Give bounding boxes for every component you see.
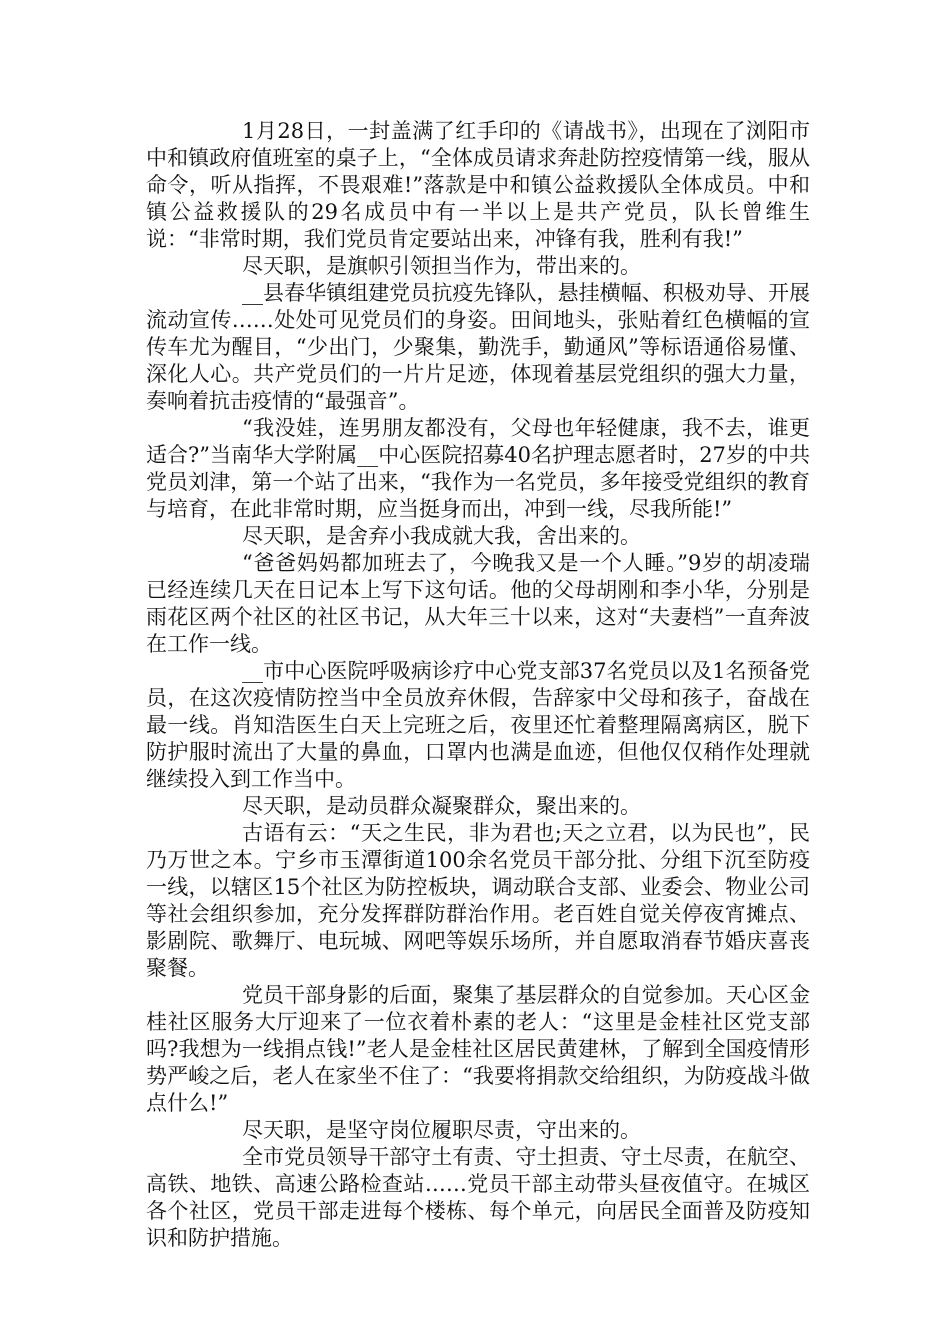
paragraph-pledge-letter: 1月28日，一封盖满了红手印的《请战书》，出现在了浏阳市中和镇政府值班室的桌子上，“全体成员请求奔赴防控疫情第一线，服从命令，听从指挥，不畏艰难!”落款是中和镇公益救援队全体成员。中和镇公益救援队的29名成员中有一半以上是共产党员，队长曾维生说：“非常时期，我们党员肯定要站出来，冲锋有我，胜利有我!” <box>146 119 810 251</box>
paragraph-heading-banner: 尽天职，是旗帜引领担当作为，带出来的。 <box>242 254 641 278</box>
article-body <box>146 118 810 1252</box>
paragraph-heading-guard: 尽天职，是坚守岗位履职尽责，守出来的。 <box>242 1118 641 1142</box>
paragraph-diary: “爸爸妈妈都加班去了，今晚我又是一个人睡。”9岁的胡凌瑞已经连续几天在日记本上写下这句话。他的父母胡刚和李小华，分别是雨花区两个社区的社区书记，从大年三十以来，这对“夫妻档”一直奔波在工作一线。 <box>146 551 810 656</box>
paragraph-hospital-branch: __市中心医院呼吸病诊疗中心党支部37名党员以及1名预备党员，在这次疫情防控当中全员放弃休假，告辞家中父母和孩子，奋战在最一线。肖知浩医生白天上完班之后，夜里还忙着整理隔离病区，脱下防护服时流出了大量的鼻血，口罩内也满是血迹，但他仅仅稍作处理就继续投入到工作当中。 <box>146 659 810 791</box>
paragraph-heading-mobilize: 尽天职，是动员群众凝聚群众，聚出来的。 <box>242 794 641 818</box>
paragraph-vanguard-team: __县春华镇组建党员抗疫先锋队，悬挂横幅、积极劝导、开展流动宣传……处处可见党员们的身姿。田间地头，张贴着红色横幅的宣传车尤为醒目，“少出门，少聚集，勤洗手，勤通风”等标语通俗易懂、深化人心。共产党员们的一片片足迹，体现着基层党组织的强大力量，奏响着抗击疫情的“最强音”。 <box>146 281 810 413</box>
paragraph-heading-sacrifice: 尽天职，是舍弃小我成就大我，舍出来的。 <box>242 524 641 548</box>
paragraph-donation: 党员干部身影的后面，聚集了基层群众的自觉参加。天心区金桂社区服务大厅迎来了一位衣着朴素的老人：“这里是金桂社区党支部吗?我想为一线捐点钱!”老人是金桂社区居民黄建林，了解到全国疫情形势严峻之后，老人在家坐不住了：“我要将捐款交给组织，为防疫战斗做点什么!” <box>146 983 810 1115</box>
paragraph-nurse-volunteer: “我没娃，连男朋友都没有，父母也年轻健康，我不去，谁更适合?”当南华大学附属__中心医院招募40名护理志愿者时，27岁的中共党员刘津，第一个站了出来，“我作为一名党员，多年接受党组织的教育与培育，在此非常时期，应当挺身而出，冲到一线，尽我所能!” <box>146 416 810 521</box>
paragraph-ancient-saying: 古语有云：“天之生民，非为君也;天之立君，以为民也”，民乃万世之本。宁乡市玉潭街道100余名党员干部分批、分组下沉至防疫一线，以辖区15个社区为防控板块，调动联合支部、业委会、物业公司等社会组织参加，充分发挥群防群治作用。老百姓自觉关停夜宵摊点、影剧院、歌舞厅、电玩城、网吧等娱乐场所，并自愿取消春节婚庆喜丧聚餐。 <box>146 821 810 980</box>
paragraph-checkpoints: 全市党员领导干部守土有责、守土担责、守土尽责，在航空、高铁、地铁、高速公路检查站……党员干部主动带头昼夜值守。在城区各个社区，党员干部走进每个楼栋、每个单元，向居民全面普及防疫知识和防护措施。 <box>146 1145 810 1250</box>
